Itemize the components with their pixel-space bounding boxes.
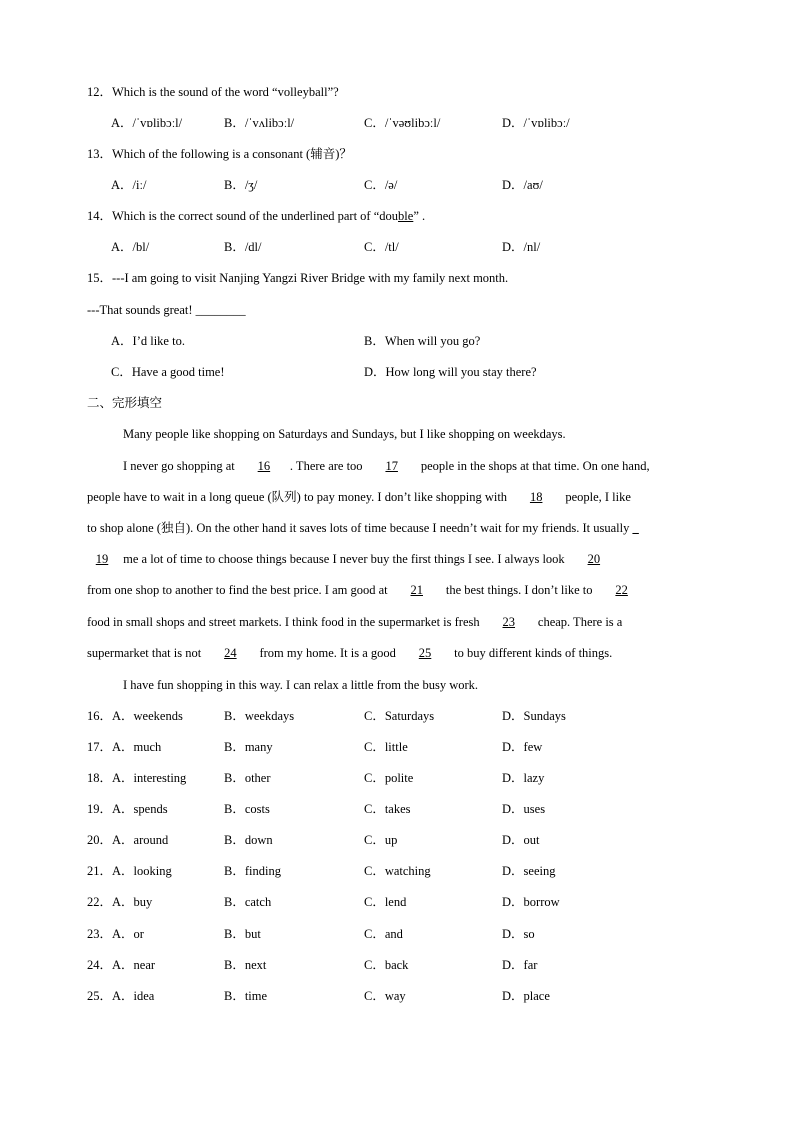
passage-line-7: [87, 645, 612, 661]
q14-option-d: D．/nl/: [502, 240, 541, 254]
blank-18: 18: [529, 490, 543, 504]
cloze-20-option-c: C．up: [364, 833, 398, 847]
blank-24: 24: [224, 646, 237, 660]
blank-20: 20: [587, 552, 601, 566]
question-14-stem: [87, 208, 425, 224]
passage-text: people, I like: [565, 490, 631, 504]
question-12-stem: 12．Which is the sound of the word “volleyball”?: [87, 85, 339, 99]
q15-option-a: A．I’d like to.: [111, 334, 185, 348]
cloze-25-option-d: D．place: [502, 989, 550, 1003]
passage-line-3: [87, 520, 639, 536]
cloze-21-option-c: C．watching: [364, 864, 431, 878]
q14-stem-end: ” .: [413, 209, 426, 223]
passage-text: cheap. There is a: [537, 615, 623, 629]
passage-text: supermarket that is not: [87, 646, 202, 660]
q12-option-c: C．/ˈvəʊlibɔːl/: [364, 116, 441, 130]
cloze-19-option-c: C．takes: [364, 802, 411, 816]
cloze-20-option-a: 20．A．around: [87, 833, 169, 847]
passage-text: to buy different kinds of things.: [454, 646, 613, 660]
cloze-22-option-a: 22．A．buy: [87, 895, 153, 909]
passage-line-5: [87, 582, 648, 598]
passage-text: people have to wait in a long queue (队列) to pay money. I don’t like shopping with: [87, 490, 508, 504]
q15-option-d: D．How long will you stay there?: [364, 365, 537, 379]
passage-line-6: [87, 614, 622, 630]
q14-option-c: C．/tl/: [364, 240, 399, 254]
question-15-stem: 15．---I am going to visit Nanjing Yangzi River Bridge with my family next month.: [87, 271, 509, 285]
cloze-20-option-d: D．out: [502, 833, 540, 847]
q12-option-d: D．/ˈvɒlibɔː/: [502, 116, 570, 130]
cloze-24-option-c: C．back: [364, 958, 409, 972]
blank-22: 22: [615, 583, 628, 597]
blank-17: 17: [385, 459, 398, 473]
cloze-16-option-b: B．weekdays: [224, 709, 295, 723]
q13-option-a: A．/iː/: [111, 178, 147, 192]
cloze-19-option-a: 19．A．spends: [87, 802, 168, 816]
blank-21: 21: [410, 583, 423, 597]
passage-text: food in small shops and street markets. I think food in the supermarket is fresh: [87, 615, 480, 629]
cloze-18-option-c: C．polite: [364, 771, 414, 785]
blank-16: 16: [257, 459, 271, 473]
passage-text: . There are too: [289, 459, 363, 473]
section-title: 二、完形填空: [87, 395, 163, 410]
cloze-21-option-a: 21．A．looking: [87, 864, 172, 878]
passage-line-4: [87, 551, 620, 567]
q13-option-c: C．/ə/: [364, 178, 398, 192]
blank-19-start: _: [632, 521, 639, 535]
cloze-22-option-d: D．borrow: [502, 895, 560, 909]
q12-option-a: A．/ˈvɒlibɔːl/: [111, 116, 183, 130]
blank-23: 23: [502, 615, 516, 629]
cloze-23-option-b: B．but: [224, 927, 261, 941]
cloze-25-option-b: B．time: [224, 989, 268, 1003]
cloze-24-option-b: B．next: [224, 958, 267, 972]
cloze-23-option-c: C．and: [364, 927, 403, 941]
cloze-17-option-c: C．little: [364, 740, 408, 754]
question-15-response: ---That sounds great! ________: [87, 303, 246, 317]
passage-paragraph-1: Many people like shopping on Saturdays and Sundays, but I like shopping on weekdays.: [123, 427, 566, 441]
passage-text: from one shop to another to find the best price. I am good at: [87, 583, 388, 597]
q14-option-a: A．/bl/: [111, 240, 150, 254]
cloze-17-option-b: B．many: [224, 740, 273, 754]
q14-stem-start: 14．Which is the correct sound of the underlined part of “dou: [87, 209, 399, 223]
question-13-stem: 13．Which of the following is a consonant (辅音)？: [87, 147, 352, 161]
cloze-19-option-d: D．uses: [502, 802, 546, 816]
q13-option-b: B．/ʒ/: [224, 178, 258, 192]
passage-line-2: [87, 489, 631, 505]
passage-text: from my home. It is a good: [259, 646, 396, 660]
cloze-23-option-a: 23．A．or: [87, 927, 144, 941]
cloze-22-option-b: B．catch: [224, 895, 272, 909]
cloze-21-option-b: B．finding: [224, 864, 281, 878]
passage-text: to shop alone (独自). On the other hand it saves lots of time because I needn’t wait for my friends. It usually: [87, 521, 630, 535]
q15-option-c: C．Have a good time!: [111, 365, 225, 379]
q12-option-b: B．/ˈvʌlibɔːl/: [224, 116, 295, 130]
q14-option-b: B．/dl/: [224, 240, 262, 254]
passage-text: I never go shopping at: [123, 459, 235, 473]
cloze-16-option-a: 16．A．weekends: [87, 709, 183, 723]
cloze-25-option-c: C．way: [364, 989, 406, 1003]
blank-25: 25: [418, 646, 432, 660]
cloze-24-option-d: D．far: [502, 958, 538, 972]
passage-text: people in the shops at that time. On one hand,: [420, 459, 650, 473]
cloze-23-option-d: D．so: [502, 927, 535, 941]
passage-text: me a lot of time to choose things because I never buy the first things I see. I always look: [123, 552, 565, 566]
cloze-18-option-a: 18．A．interesting: [87, 771, 187, 785]
cloze-20-option-b: B．down: [224, 833, 273, 847]
q13-option-d: D．/aʊ/: [502, 178, 543, 192]
cloze-18-option-d: D．lazy: [502, 771, 545, 785]
cloze-25-option-a: 25．A．idea: [87, 989, 155, 1003]
cloze-22-option-c: C．lend: [364, 895, 407, 909]
cloze-21-option-d: D．seeing: [502, 864, 556, 878]
cloze-16-option-c: C．Saturdays: [364, 709, 435, 723]
blank-19: 19: [95, 552, 109, 566]
cloze-16-option-d: D．Sundays: [502, 709, 566, 723]
passage-text: the best things. I don’t like to: [445, 583, 593, 597]
cloze-24-option-a: 24．A．near: [87, 958, 156, 972]
q14-underlined-part: ble: [398, 209, 414, 223]
passage-paragraph-last: I have fun shopping in this way. I can relax a little from the busy work.: [123, 678, 479, 692]
cloze-19-option-b: B．costs: [224, 802, 270, 816]
passage-line-1: [123, 458, 650, 474]
cloze-18-option-b: B．other: [224, 771, 271, 785]
cloze-17-option-a: 17．A．much: [87, 740, 162, 754]
q15-option-b: B．When will you go?: [364, 334, 481, 348]
cloze-17-option-d: D．few: [502, 740, 543, 754]
